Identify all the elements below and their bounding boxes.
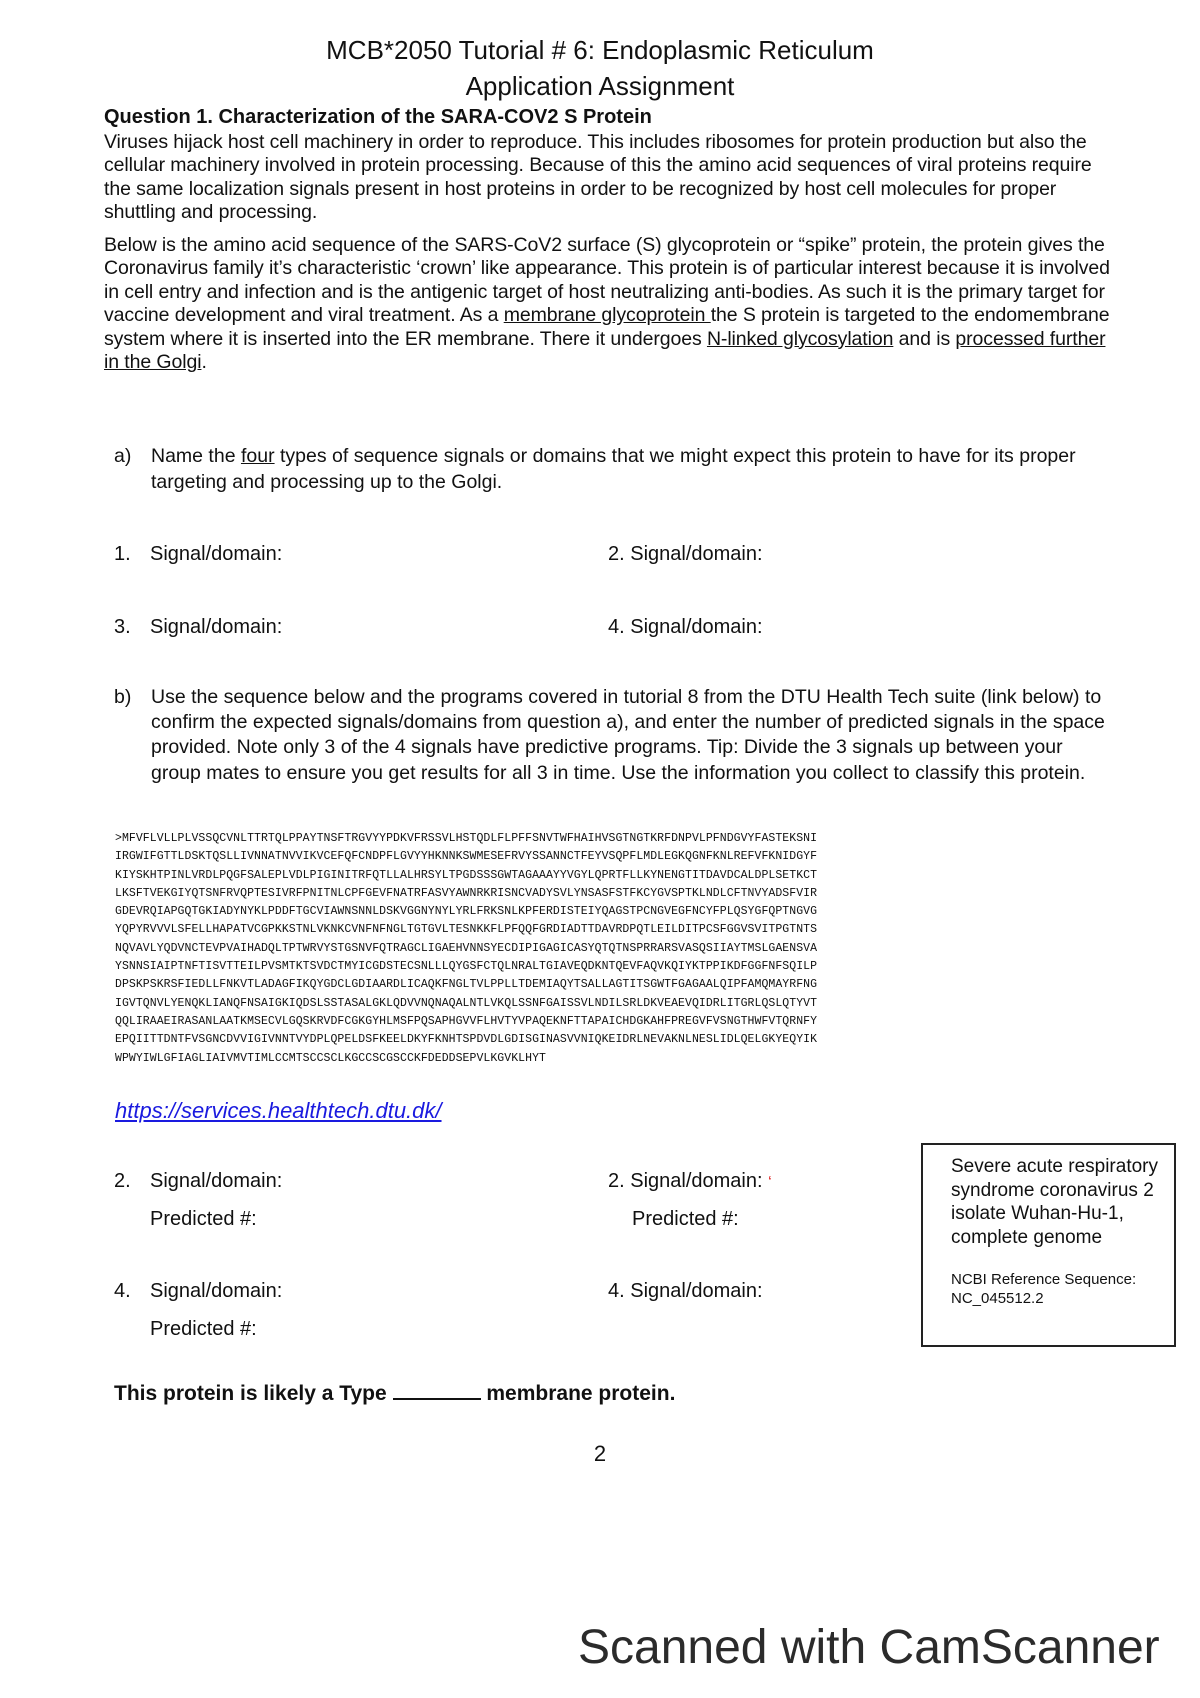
part-a-field-1[interactable]: 1. Signal/domain: (114, 543, 283, 565)
part-b-predicted-1[interactable]: Predicted #: (150, 1208, 257, 1230)
part-b-question (114, 685, 1114, 815)
dtu-healthtech-link[interactable]: https://services.healthtech.dtu.dk/ (115, 1098, 442, 1123)
page-number: 2 (593, 1441, 607, 1466)
part-b-label: b) (114, 686, 132, 708)
assignment-subtitle: Application Assignment (465, 71, 735, 101)
part-b-predicted-3[interactable]: Predicted #: (150, 1318, 257, 1340)
spike-amino-acid-sequence: >MFVFLVLLPLVSSQCVNLTTRTQLPPAYTNSFTRGVYYPDKVFRSSVLHSTQDLFLPFFSNVTWFHAIHVSGTNGTKRFDNPVLPFNDGVYFASTEKSNI IRGWIFGTTLDSKTQSLLIVNNATNVVIKVCEFQFCNDPFLGVYYHKNNKSWMESEFRVYSSANNCTFEYVSQPFLMDLEGKQGNFKNLREFVFKNIDGYF KIYSKHTPINLVRDLPQGFSALEPLVDLPIGINITRFQTLLALHRSYLTPGDSSSGWTAGAAAYYVGYLQPRTFLLKYNENGTITDAVDCALDPLSETKCT LKSFTVEKGIYQTSNFRVQPTESIVRFPNITNLCPFGEVFNATRFASVYAWNRKRISNCVADYSVLYNSASFSTFKCYGVSPTKLNDLCFTNVYADSFVIR GDEVRQIAPGQTGKIADYNYKLPDDFTGCVIAWNSNNLDSKVGGNYNYLYRLFRKSNLKPFERDISTEIYQAGSTPCNGVEGFNCYFPLQSYGFQPTNGVG YQPYRVVVLSFELLHAPATVCGPKKSTNLVKNKCVNFNFNGLTGTGVLTESNKKFLPFQQFGRDIADTTDAVRDPQTLEILDITPCSFGGVSVITPGTNTS NQVAVLYQDVNCTEVPVAIHADQLTPTWRVYSTGSNVFQTRAGCLIGAEHVNNSYECDIPIGAGICASYQTQTNSPRRARSVASQSIIAYTMSLGAENSVA YSNNSIAIPTNFTISVTTEILPVSMTKTSVDCTMYICGDSTECSNLLLQYGSFCTQLNRALTGIAVEQDKNTQEVFAQVKQIYKTPPIKDFGGFNFSQILP DPSKPSKRSFIEDLLFNKVTLADAGFIKQYGDCLGDIAARDLICAQKFNGLTVLPPLLTDEMIAQYTSALLAGTITSGWTFGAGAALQIPFAMQMAYRFNG IGVTQNVLYENQKLIANQFNSAIGKIQDSLSSTASALGKLQDVVNQNAQALNTLVKQLSSNFGAISSVLNDILSRLDKVEAEVQIDRLITGRLQSLQTYVT QQLIRAAEIRASANLAATKMSECVLGQSKRVDFCGKGYHLMSFPQSAPHGVVFLHVTYVPAQEKNFTTAPAICHDGKAHFPREGVFVSNGTHWFVTQRNFY EPQIITTDNTFVSGNCDVVIGIVNNTVYDPLQPELDSFKEELDKYFKNHTSPDVDLGDISGINASVVNIQKEIDRLNEVAKNLNESLIDLQELGKYEQYIK WPWYIWLGFIAGLIAIVMVTIMLCCMTSCCSCLKGCCSCGSCCKFDEDDSEPVLKGVKLHYT (115, 832, 818, 1065)
spike-protein-paragraph: Below is the amino acid sequence of the SARS-CoV2 surface (S) glycoprotein or “spike” protein, the protein gives the Coronavirus family it’s characteristic ‘crown’ like appearance. This protein is of particular interest because it is involved in cell entry and infection and is the antigenic target of host neutralizing anti-bodies. As such it is the primary target for vaccine development and viral treatment. As a membrane glycoprotein the S protein is targeted to the endomembrane system where it is inserted into the ER membrane. There it undergoes N-linked glycosylation and is processed further in the Golgi. (104, 234, 1110, 374)
part-a-field-3[interactable]: 3. Signal/domain: (114, 616, 283, 638)
ncbi-reference-sequence: NCBI Reference Sequence: NC_045512.2 (951, 1271, 1137, 1307)
part-b-field-4[interactable]: 4. Signal/domain: (608, 1280, 763, 1302)
part-a-label: a) (114, 445, 132, 467)
part-b-text: Use the sequence below and the programs covered in tutorial 8 from the DTU Health Tech suite (link below) to confirm the expected signals/domains from question a), and enter the number of predicted signals in the space provided. Note only 3 of the 4 signals have predictive programs. Tip: Divide the 3 signals up between your group mates to ensure you get results for all 3 in time. Use the information you collect to classify this protein. (151, 686, 1105, 784)
camscanner-watermark: Scanned with CamScanner (578, 1621, 1160, 1674)
membrane-glycoprotein-underline: membrane glycoprotein (503, 304, 711, 327)
part-a-field-2[interactable]: 2. Signal/domain: (608, 543, 763, 565)
course-title: MCB*2050 Tutorial # 6: Endoplasmic Reticulum (326, 35, 874, 64)
part-a-text: Name the four types of sequence signals or domains that we might expect this protein to have for its proper targeting and processing up to the Golgi. (151, 445, 1076, 493)
part-b-field-2[interactable]: 2. Signal/domain: ‘ (608, 1170, 772, 1192)
part-a-question (114, 443, 1114, 503)
type-blank-field[interactable] (393, 1380, 481, 1400)
ncbi-reference-box (921, 1143, 1176, 1347)
question-heading: Question 1. Characterization of the SARA-COV2 S Protein (104, 106, 652, 128)
red-annotation-mark: ‘ (768, 1174, 772, 1191)
part-b-field-1[interactable]: 2. Signal/domain: (114, 1170, 283, 1192)
golgi-processing-underline: processed further in the Golgi (104, 327, 1106, 374)
protein-classification: This protein is likely a Type membrane protein. (114, 1382, 676, 1405)
part-b-field-3[interactable]: 4. Signal/domain: (114, 1280, 283, 1302)
n-linked-glycosylation-underline: N-linked glycosylation (706, 327, 894, 350)
intro-paragraph: Viruses hijack host cell machinery in order to reproduce. This includes ribosomes for protein production but also the cellular machinery involved in protein processing. Because of this the amino acid sequences of viral proteins require the same localization signals present in host proteins in order to be recognized by host cell molecules for proper shuttling and processing. (104, 131, 1092, 224)
ncbi-genome-title: Severe acute respiratory syndrome coronavirus 2 isolate Wuhan-Hu-1, complete genome (951, 1156, 1158, 1248)
part-b-predicted-2[interactable]: Predicted #: (632, 1208, 739, 1230)
part-a-field-4[interactable]: 4. Signal/domain: (608, 616, 763, 638)
